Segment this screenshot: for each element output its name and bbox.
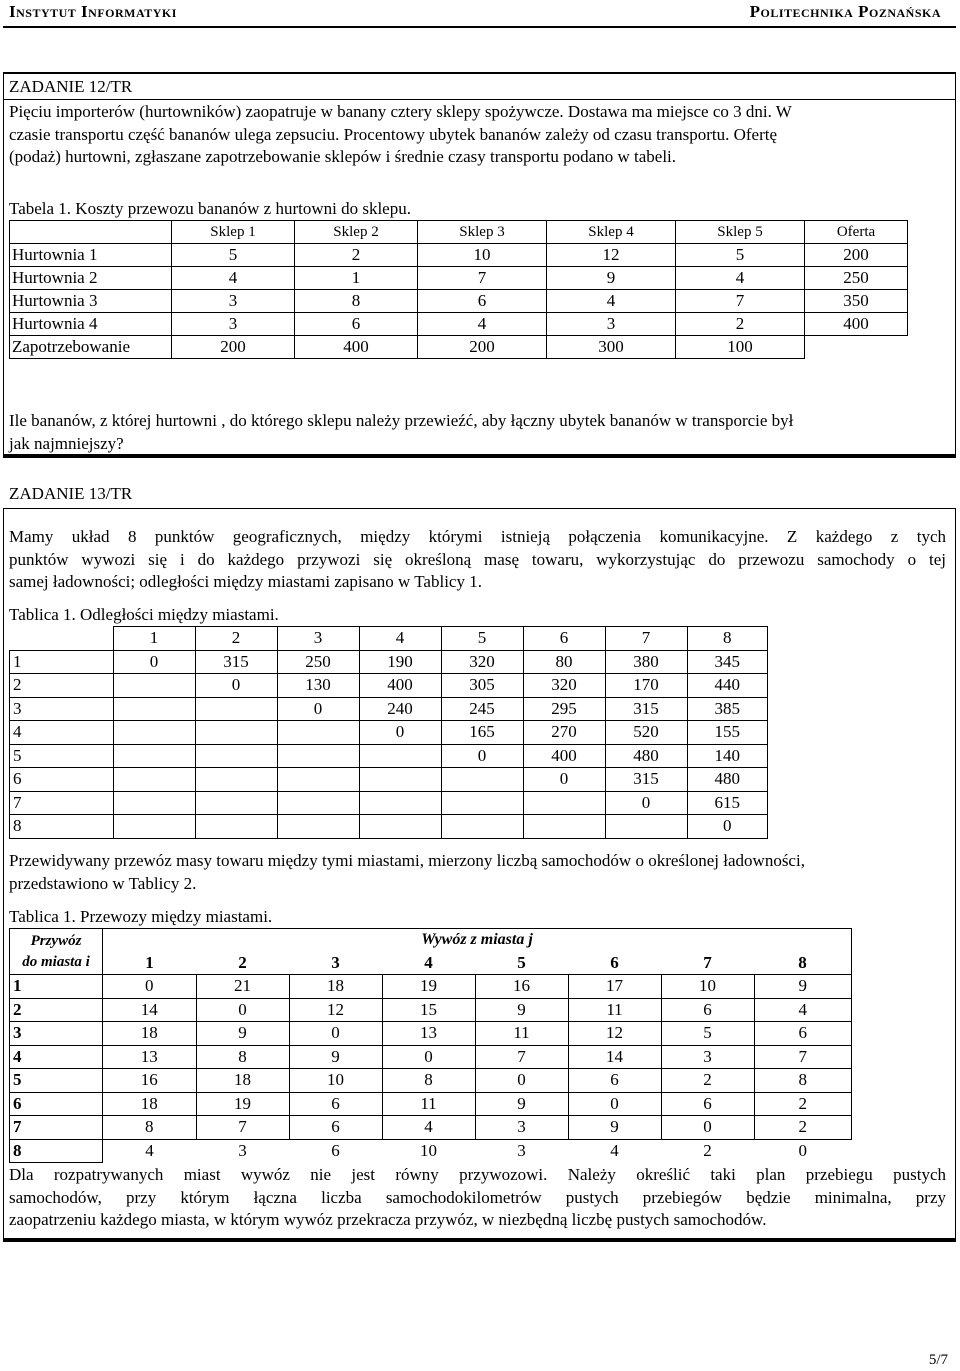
task13-intro-line: samej ładowności; odległości między miastami zapisano w Tablicy 1. (9, 572, 482, 591)
table-cell: 3 (172, 290, 295, 313)
table-cell (113, 791, 195, 815)
row-label: 4 (10, 721, 114, 745)
table-cell: 16 (103, 1069, 197, 1093)
task12-intro (9, 101, 949, 169)
table-cell: 0 (195, 674, 277, 698)
table-cell: 520 (605, 721, 687, 745)
table-row (10, 721, 768, 745)
table-cell: 190 (359, 650, 441, 674)
table-row (10, 1022, 852, 1046)
table-cell: 400 (359, 674, 441, 698)
table-cell: 4 (676, 267, 805, 290)
table-cell (113, 768, 195, 792)
table-cell: 4 (754, 998, 852, 1022)
table-cell: 320 (523, 674, 605, 698)
table-cell (195, 744, 277, 768)
table-cell: 18 (103, 1022, 197, 1046)
task13-title: ZADANIE 13/TR (9, 484, 133, 503)
table-cell: 21 (196, 975, 289, 999)
column-header: 6 (610, 952, 619, 972)
column-header: 8 (754, 952, 852, 975)
table-cell: 245 (441, 697, 523, 721)
column-header: Sklep 4 (547, 221, 676, 244)
table-cell (523, 815, 605, 839)
table-cell: 4 (382, 1116, 475, 1140)
table-cell: 12 (289, 998, 382, 1022)
row-label: 2 (10, 998, 103, 1022)
table-cell: 9 (475, 998, 568, 1022)
table-cell: 2 (703, 1141, 712, 1160)
task12-bottom-rule (3, 454, 956, 458)
table-cell: 5 (676, 244, 805, 267)
row-label: 6 (10, 768, 114, 792)
column-header: Sklep 3 (418, 221, 547, 244)
table-cell: 0 (196, 998, 289, 1022)
table-row (10, 975, 852, 999)
table-row (10, 650, 768, 674)
table-cell: 315 (195, 650, 277, 674)
row-label: Zapotrzebowanie (10, 336, 172, 359)
column-header: 8 (687, 627, 768, 651)
table-header-row (10, 221, 908, 244)
task13-intro-line: Mamy układ 8 punktów geograficznych, między którymi istnieją połączenia komunikacyjne. Z każdego z tych (9, 527, 946, 546)
table-row (10, 1069, 852, 1093)
table-cell: 380 (605, 650, 687, 674)
banana-cost-table (9, 220, 908, 359)
table-cell (277, 791, 359, 815)
table-cell: 11 (475, 1022, 568, 1046)
table-corner-cell (10, 627, 114, 651)
table-row (10, 244, 908, 267)
empty-cell (805, 336, 908, 359)
column-header: 3 (277, 627, 359, 651)
table-row (10, 267, 908, 290)
table-row (10, 815, 768, 839)
table-cell (359, 815, 441, 839)
table-cell: 3 (661, 1045, 754, 1069)
column-header: 1 (103, 952, 197, 975)
table-cell: 8 (754, 1069, 852, 1093)
table-cell: 0 (441, 744, 523, 768)
table-cell: 6 (289, 1092, 382, 1116)
table-cell (277, 815, 359, 839)
table-row (10, 744, 768, 768)
table-cell: 295 (523, 697, 605, 721)
row-label: 1 (10, 975, 103, 999)
table-cell: 5 (661, 1022, 754, 1046)
table-cell: 345 (687, 650, 768, 674)
table-cell (277, 721, 359, 745)
table-row (10, 1092, 852, 1116)
column-header: 7 (605, 627, 687, 651)
table-cell (195, 697, 277, 721)
table-cell: 9 (475, 1092, 568, 1116)
table-cell: 11 (382, 1092, 475, 1116)
table-cell: 305 (441, 674, 523, 698)
table-cell (441, 768, 523, 792)
task13-bottom-rule (3, 1238, 956, 1242)
task12-intro-line: Pięciu importerów (hurtowników) zaopatruje w banany cztery sklepy spożywcze. Dostawa ma miejsce co 3 dni. W (9, 102, 792, 121)
table-row (10, 290, 908, 313)
transport-table (9, 928, 852, 1163)
table-cell: 12 (568, 1022, 661, 1046)
table-cell: 130 (277, 674, 359, 698)
table-cell: 0 (523, 768, 605, 792)
table-cell: 3 (475, 1116, 568, 1140)
table-cell: 10 (420, 1141, 437, 1160)
table-cell: 18 (196, 1069, 289, 1093)
row-label: 8 (10, 1139, 103, 1163)
table-cell (277, 768, 359, 792)
table-cell: 6 (568, 1069, 661, 1093)
table-cell: 9 (196, 1022, 289, 1046)
table-cell: 9 (754, 975, 852, 999)
task12-left-border (3, 72, 4, 457)
table-cell: 0 (103, 975, 197, 999)
table-cell (113, 721, 195, 745)
table-cell: 2 (676, 313, 805, 336)
table-cell: 6 (295, 313, 418, 336)
table-cell: 7 (676, 290, 805, 313)
row-label: 7 (10, 791, 114, 815)
table-cell: 0 (798, 1141, 807, 1160)
column-header: 5 (441, 627, 523, 651)
table-row (10, 1139, 852, 1163)
distance-table (9, 626, 768, 839)
table-header-row (10, 627, 768, 651)
table-cell: 0 (359, 721, 441, 745)
table-cell: 270 (523, 721, 605, 745)
table-cell: 4 (418, 313, 547, 336)
table-cell: 10 (289, 1069, 382, 1093)
table-cell: 200 (805, 244, 908, 267)
span-header: Wywóz z miasta j (103, 929, 852, 952)
table-cell: 2 (754, 1116, 852, 1140)
column-header: 7 (703, 952, 712, 972)
table-cell: 8 (103, 1116, 197, 1140)
task13-right-border (955, 508, 956, 1241)
column-header: 2 (195, 627, 277, 651)
table-cell (113, 697, 195, 721)
table-cell: 240 (359, 697, 441, 721)
task13-final-line: zaopatrzeniu każdego miasta, w którym wywóz przekracza przywóz, w niezbędną liczbę pustych samochodów. (9, 1210, 767, 1229)
table-cell: 400 (295, 336, 418, 359)
table-cell (277, 744, 359, 768)
column-header: Sklep 5 (676, 221, 805, 244)
table-cell: 200 (172, 336, 295, 359)
table-cell: 4 (610, 1141, 619, 1160)
table-row (10, 791, 768, 815)
table-cell (113, 815, 195, 839)
table-cell: 6 (661, 998, 754, 1022)
column-header: 3 (331, 952, 340, 972)
table-cell: 7 (196, 1116, 289, 1140)
column-header: 4 (359, 627, 441, 651)
table-cell: 0 (605, 791, 687, 815)
table-row (10, 998, 852, 1022)
table-cell: 8 (196, 1045, 289, 1069)
table-cell: 7 (418, 267, 547, 290)
table-cell (359, 744, 441, 768)
task13-title-rule (3, 508, 956, 509)
task13-middle-line: Przewidywany przewóz masy towaru między tymi miastami, mierzony liczbą samochodów o określonej ładowności, (9, 851, 805, 870)
table-cell: 200 (418, 336, 547, 359)
table-cell: 2 (295, 244, 418, 267)
table-cell: 6 (754, 1022, 852, 1046)
row-label: 5 (10, 744, 114, 768)
header-rule (3, 26, 956, 28)
table-cell: 400 (805, 313, 908, 336)
table-cell (113, 674, 195, 698)
task13-middle-line: przedstawiono w Tablicy 2. (9, 873, 197, 893)
table-cell: 3 (517, 1141, 526, 1160)
table-cell: 0 (289, 1022, 382, 1046)
table-corner-cell (10, 929, 103, 975)
table-cell: 4 (172, 267, 295, 290)
column-header: Oferta (805, 221, 908, 244)
table-cell (441, 815, 523, 839)
trans-table-caption: Tablica 1. Przewozy między miastami. (9, 907, 273, 926)
table-cell: 14 (103, 998, 197, 1022)
table-row (10, 313, 908, 336)
table-cell: 250 (277, 650, 359, 674)
table-header-row (10, 929, 852, 952)
dist-table-caption: Tablica 1. Odległości między miastami. (9, 605, 279, 624)
table-cell: 11 (568, 998, 661, 1022)
table-row (10, 1116, 852, 1140)
table-cell: 385 (687, 697, 768, 721)
column-header: 5 (517, 952, 526, 972)
table-cell: 315 (605, 697, 687, 721)
header-institute: Instytut Informatyki (9, 2, 177, 21)
table-cell: 0 (661, 1116, 754, 1140)
row-label: 5 (10, 1069, 103, 1093)
table-cell: 10 (661, 975, 754, 999)
table-cell: 18 (289, 975, 382, 999)
table-cell: 615 (687, 791, 768, 815)
table-cell: 80 (523, 650, 605, 674)
page-number: 5/7 (928, 1352, 948, 1368)
table-cell: 7 (475, 1045, 568, 1069)
table-cell: 4 (547, 290, 676, 313)
table-cell: 19 (382, 975, 475, 999)
table-cell: 170 (605, 674, 687, 698)
table-corner-cell (10, 221, 172, 244)
table-cell (523, 791, 605, 815)
table-cell: 4 (145, 1141, 154, 1160)
table-cell: 440 (687, 674, 768, 698)
table-cell (195, 768, 277, 792)
table-cell: 0 (475, 1069, 568, 1093)
row-label: 8 (10, 815, 114, 839)
table-cell: 17 (568, 975, 661, 999)
task12-title-rule (3, 99, 956, 100)
table-cell: 7 (754, 1045, 852, 1069)
table-cell: 2 (661, 1069, 754, 1093)
table-row (10, 674, 768, 698)
column-header-row (10, 952, 852, 975)
task13-intro (9, 526, 946, 594)
table-cell: 15 (382, 998, 475, 1022)
table-cell: 480 (687, 768, 768, 792)
table-cell: 350 (805, 290, 908, 313)
table-cell: 0 (113, 650, 195, 674)
table-cell: 13 (103, 1045, 197, 1069)
table-cell: 0 (687, 815, 768, 839)
table-cell (359, 791, 441, 815)
row-label: 6 (10, 1092, 103, 1116)
row-label: 3 (10, 1022, 103, 1046)
row-label: 2 (10, 674, 114, 698)
table-cell: 300 (547, 336, 676, 359)
table-row (10, 697, 768, 721)
row-label: Hurtownia 4 (10, 313, 172, 336)
column-header: Sklep 2 (295, 221, 418, 244)
table-cell: 320 (441, 650, 523, 674)
column-header: Sklep 1 (172, 221, 295, 244)
table-cell: 6 (331, 1141, 340, 1160)
table-cell: 13 (382, 1022, 475, 1046)
column-header: 2 (238, 952, 247, 972)
table-cell: 18 (103, 1092, 197, 1116)
row-label: 7 (10, 1116, 103, 1140)
table-cell: 480 (605, 744, 687, 768)
table-cell: 3 (238, 1141, 247, 1160)
table-cell: 0 (277, 697, 359, 721)
task12-title: ZADANIE 12/TR (9, 77, 133, 96)
table-cell: 16 (475, 975, 568, 999)
table-cell (605, 815, 687, 839)
column-header: 1 (113, 627, 195, 651)
task12-intro-line: (podaż) hurtowni, zgłaszane zapotrzebowanie sklepów i średnie czasy transportu podano w tabeli. (9, 147, 677, 166)
table-cell (441, 791, 523, 815)
row-label: 4 (10, 1045, 103, 1069)
header-university: Politechnika Poznańska (749, 2, 941, 21)
row-label: Hurtownia 1 (10, 244, 172, 267)
task12-intro-line: czasie transportu część bananów ulega zepsuciu. Procentowy ubytek bananów zależy od czasu transportu. Ofertę (9, 124, 777, 144)
table-cell: 9 (289, 1045, 382, 1069)
task12-question (9, 410, 949, 455)
column-header: 4 (424, 952, 433, 972)
table-cell: 6 (418, 290, 547, 313)
column-header: 6 (523, 627, 605, 651)
table-row (10, 768, 768, 792)
task12-question-line: Ile bananów, z której hurtowni , do którego sklepu należy przewieźć, aby łączny ubytek bananów w transporcie był (9, 411, 794, 430)
row-label: Hurtownia 3 (10, 290, 172, 313)
table-cell: 3 (172, 313, 295, 336)
row-label: Hurtownia 2 (10, 267, 172, 290)
table-cell: 0 (382, 1045, 475, 1069)
table-cell: 10 (418, 244, 547, 267)
table-cell: 6 (661, 1092, 754, 1116)
table-cell (195, 815, 277, 839)
table-cell: 9 (547, 267, 676, 290)
table-cell: 250 (805, 267, 908, 290)
table-cell: 0 (568, 1092, 661, 1116)
table-cell: 5 (172, 244, 295, 267)
table-cell (113, 744, 195, 768)
table-cell: 2 (754, 1092, 852, 1116)
task13-final-line: samochodów, przy którym łączna liczba samochodokilometrów pustych przebiegów będzie minimalna, przy (9, 1187, 946, 1207)
table-cell: 8 (295, 290, 418, 313)
row-label: 1 (10, 650, 114, 674)
task13-final-line: Dla rozpatrywanych miast wywóz nie jest równy przywozowi. Należy określić taki plan przebiegu pustych (9, 1165, 946, 1184)
table-cell: 400 (523, 744, 605, 768)
demand-row (10, 336, 908, 359)
table-cell: 9 (568, 1116, 661, 1140)
table-cell: 100 (676, 336, 805, 359)
table-cell: 155 (687, 721, 768, 745)
task12-question-line: jak najmniejszy? (9, 433, 124, 453)
table-cell: 12 (547, 244, 676, 267)
table-cell (195, 721, 277, 745)
task13-middle-text (9, 850, 949, 895)
task12-top-rule (3, 72, 956, 74)
table-cell: 19 (196, 1092, 289, 1116)
task13-intro-line: punktów wywozi się i do każdego przywozi się określoną masę towaru, wykorzystując do przewozu samochody o tej (9, 549, 946, 569)
corner-bottom-label: do miasta i (22, 953, 90, 970)
task13-final-text (9, 1164, 946, 1232)
corner-top-label: Przywóz (30, 932, 82, 949)
table-cell: 165 (441, 721, 523, 745)
task13-left-border (3, 508, 4, 1241)
table-cell: 14 (568, 1045, 661, 1069)
table-cell (195, 791, 277, 815)
table-cell: 6 (289, 1116, 382, 1140)
table-cell: 1 (295, 267, 418, 290)
table-cell: 140 (687, 744, 768, 768)
task12-table-caption: Tabela 1. Koszty przewozu bananów z hurtowni do sklepu. (9, 199, 411, 218)
table-cell: 8 (382, 1069, 475, 1093)
row-label: 3 (10, 697, 114, 721)
table-cell: 3 (547, 313, 676, 336)
table-cell: 315 (605, 768, 687, 792)
table-row (10, 1045, 852, 1069)
task12-right-border (955, 72, 956, 457)
table-cell (359, 768, 441, 792)
